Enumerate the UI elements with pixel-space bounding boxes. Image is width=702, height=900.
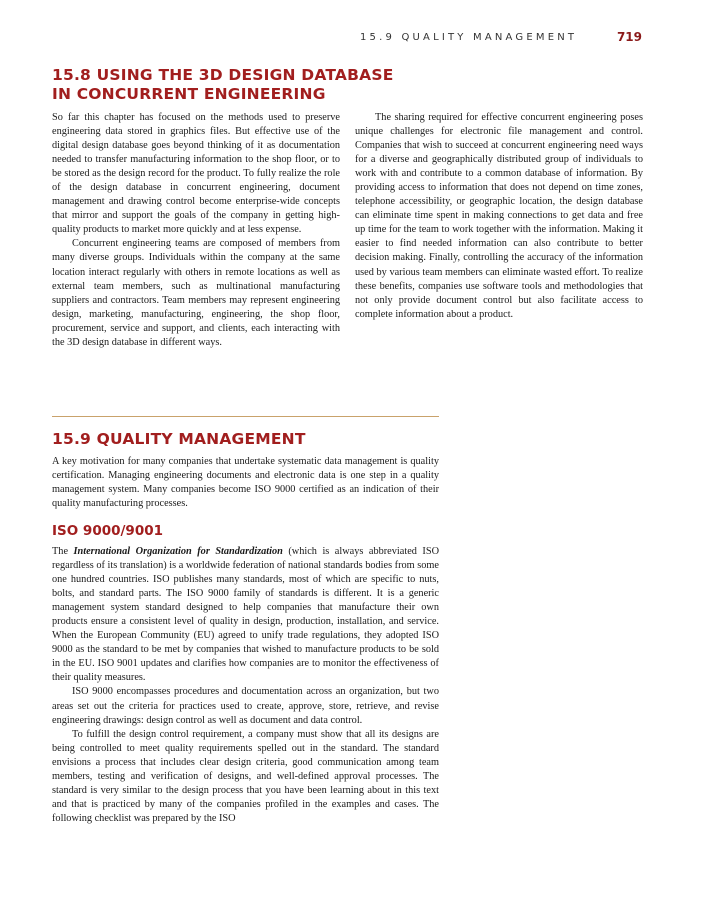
section-15-9-title: 15.9 QUALITY MANAGEMENT xyxy=(52,430,306,448)
page-number: 719 xyxy=(616,30,642,44)
paragraph: A key motivation for many companies that undertake systematic data management is quality certification. Managing engineering documents and electronic data is one step in a quality management system. Many companies become ISO 9000 certified as an indication of their quality manufacturing processes. xyxy=(52,456,439,510)
section-divider xyxy=(52,416,439,417)
paragraph xyxy=(52,545,439,685)
section-15-8-left-column xyxy=(52,111,340,350)
paragraph: ISO 9000 encompasses procedures and documentation across an organization, but two areas set out the criteria for practices used to create, approve, store, retrieve, and revise engineering drawings: design control as well as document and data control. xyxy=(52,686,439,726)
paragraph: The sharing required for effective concurrent engineering poses unique challenges for electronic file management and control. Companies that wish to succeed at concurrent engineering need ways for a diverse and geographically distributed group of individuals to work with and contribute to a common database of information. By providing access to information that does not depend on time zones, telephone accessibility, or geographic location, the design database can eliminate time spent in making connections to get data and free up time for the team to work together with the information. Making it easier to find needed information can also contribute to better decision making. Finally, controlling the accuracy of the information used by various team members can eliminate wasted effort. To realize these benefits, companies use software tools and methodologies that not only provide document control but also facilitate access to complete information about a product. xyxy=(355,112,643,320)
iso-p1-lead: The xyxy=(52,546,74,557)
section-15-8-title-line1: 15.8 USING THE 3D DESIGN DATABASE xyxy=(52,66,394,84)
section-15-8-right-column xyxy=(355,111,643,322)
paragraph: Concurrent engineering teams are composed of members from many diverse groups. Individuals within the company at the same location interact regularly with others in remote locations as well as external team members, such as multinational manufacturing suppliers and contractors. Team members may represent engineering design, marketing, manufacturing, engineering, the shop floor, procurement, service and support, and clients, each interacting with the 3D design database in different ways. xyxy=(52,238,340,348)
paragraph: So far this chapter has focused on the methods used to preserve engineering data stored in graphics files. But effective use of the digital design database goes beyond thinking of it as documentation needed to transfer manufacturing information to the shop floor, or to be stored as the design record for the product. To fully realize the role of the design database in concurrent engineering, document management and drawing control become enterprise-wide concepts that mirror and support the goals of the company in getting high-quality products to market more quickly and at less expense. xyxy=(52,112,340,236)
section-15-8-title xyxy=(52,66,452,104)
iso-heading: ISO 9000/9001 xyxy=(52,523,163,539)
section-15-9-intro xyxy=(52,455,439,511)
iso-column xyxy=(52,545,439,826)
iso-org-name: International Organization for Standardization xyxy=(73,546,283,557)
running-head: 15.9 QUALITY MANAGEMENT xyxy=(360,32,578,43)
paragraph: To fulfill the design control requirement, a company must show that all its designs are being controlled to meet quality requirements spelled out in the standard. The standard envisions a process that includes clear design criteria, good communication among team members, testing and verification of designs, and well-defined approval processes. The standard is very similar to the design process that you have been learning about in this text and that is practiced by many of the companies profiled in the examples and cases. The following checklist was prepared by the ISO xyxy=(52,728,439,824)
section-15-8-title-line2: IN CONCURRENT ENGINEERING xyxy=(52,85,326,103)
iso-p1-rest: (which is always abbreviated ISO regardless of its translation) is a worldwide federation of national standards bodies from some one hundred countries. ISO publishes many standards, most of which are specific to nuts, bolts, and standard parts. The ISO 9000 family of standards is different. It is a generic management system standard designed to help companies that manufacture their own products ensure a consistent level of quality in design, production, installation, and service. When the European Community (EU) agreed to unify trade regulations, they adopted ISO 9000 as the standard to be met by companies that wished to manufacture products to be sold in the EU. ISO 9001 updates and clarifies how companies are to monitor the effectiveness of their quality measures. xyxy=(52,546,440,684)
